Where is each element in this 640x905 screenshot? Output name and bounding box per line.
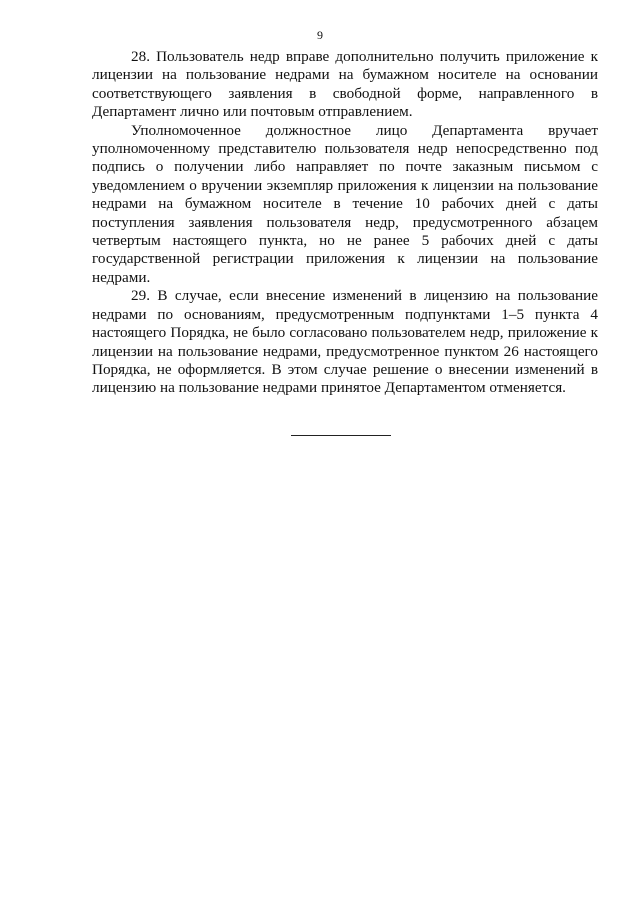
document-body bbox=[92, 48, 598, 398]
end-separator-line bbox=[291, 435, 391, 436]
paragraph-28: 28. Пользователь недр вправе дополнительно получить приложение к лицензии на пользование недрами на бумажном носителе на основании соответствующего заявления в свободной форме, направленного в Департамент лично или почтовым отправлением. bbox=[92, 48, 598, 121]
page-number: 9 bbox=[317, 28, 323, 42]
paragraph-28-delivery: Уполномоченное должностное лицо Департамента вручает уполномоченному представителю пользователя недр непосредственно под подпись о получении либо направляет по почте заказным письмом с уведомлением о вручении экземпляр приложения к лицензии на пользование недрами на бумажном носителе в течение 10 рабочих дней с даты поступления заявления пользователя недр, предусмотренного абзацем четвертым настоящего пункта, но не ранее 5 рабочих дней с даты государственной регистрации приложения к лицензии на пользование недрами. bbox=[92, 121, 598, 286]
paragraph-29: 29. В случае, если внесение изменений в лицензию на пользование недрами по основаниям, предусмотренным подпунктами 1–5 пункта 4 настоящего Порядка, не было согласовано пользователем недр, приложение к лицензии на пользование недрами, предусмотренное пунктом 26 настоящего Порядка, не оформляется. В этом случае решение о внесении изменений в лицензию на пользование недрами принятое Департаментом отменяется. bbox=[92, 287, 598, 397]
